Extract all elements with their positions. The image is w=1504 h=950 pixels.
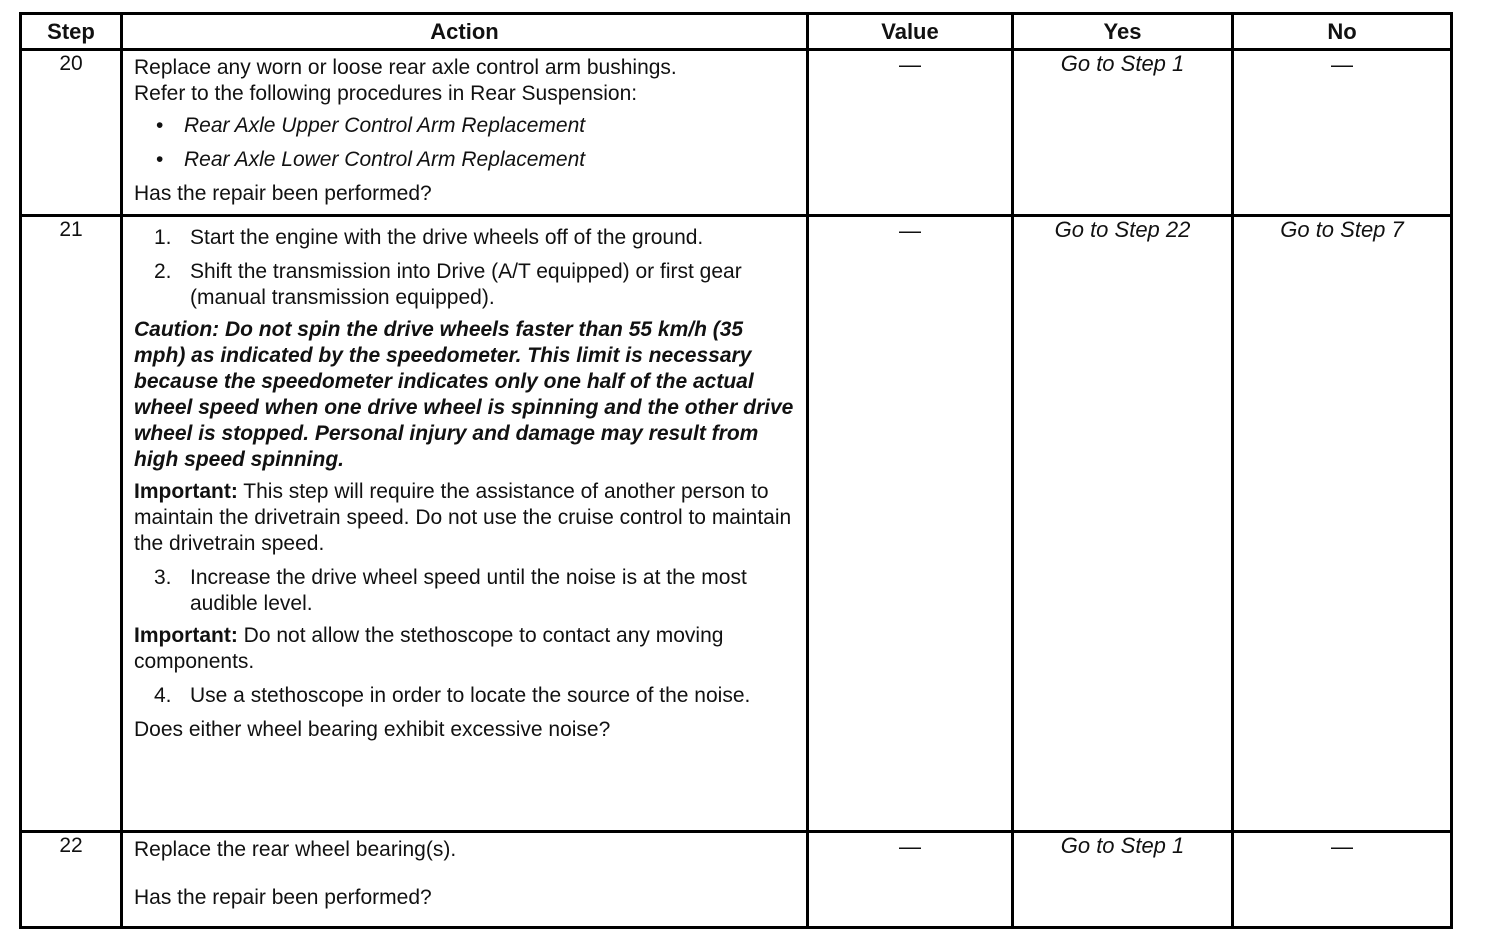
procedure-reference: [156, 147, 798, 173]
yes-cell: Go to Step 1: [1013, 832, 1233, 928]
step-number: 20: [21, 50, 122, 216]
step-index: 4.: [154, 684, 172, 707]
procedure-reference-text: Rear Axle Upper Control Arm Replacement: [184, 114, 586, 137]
procedure-reference-text: Rear Axle Lower Control Arm Replacement: [184, 148, 586, 171]
step-index: 3.: [154, 566, 172, 589]
value-cell: —: [808, 50, 1013, 216]
numbered-step-text: Shift the transmission into Drive (A/T equipped) or first gear (manual transmission equipped).: [190, 260, 742, 309]
important-note: [134, 623, 798, 675]
important-text: Do not allow the stethoscope to contact any moving components.: [134, 624, 724, 673]
action-text: Replace the rear wheel bearing(s).: [134, 838, 457, 861]
no-cell: —: [1233, 832, 1452, 928]
step-index: 1.: [154, 226, 172, 249]
important-label: Important:: [134, 480, 238, 503]
numbered-step-text: Increase the drive wheel speed until the noise is at the most audible level.: [190, 566, 747, 615]
important-text: This step will require the assistance of another person to maintain the drivetrain speed. Do not use the cruise control to maintain the drivetrain speed.: [134, 480, 792, 555]
action-question: Has the repair been performed?: [134, 182, 432, 205]
numbered-step: [154, 565, 798, 617]
action-cell: [122, 216, 808, 832]
action-cell: [122, 832, 808, 928]
header-row: [21, 14, 1452, 50]
caution-text: Caution: Do not spin the drive wheels faster than 55 km/h (35 mph) as indicated by the speedometer. This limit is necessary because the speedometer indicates only one half of the actual wheel speed when one drive wheel is spinning and the other drive wheel is stopped. Personal injury and damage may result from high speed spinning.: [134, 318, 794, 471]
action-text: Refer to the following procedures in Rear Suspension:: [134, 82, 638, 105]
action-text: Replace any worn or loose rear axle control arm bushings.: [134, 56, 677, 79]
table-row: [21, 50, 1452, 216]
numbered-step: [154, 683, 798, 709]
procedure-reference: [156, 113, 798, 139]
numbered-step-text: Use a stethoscope in order to locate the source of the noise.: [190, 684, 751, 707]
action-cell: [122, 50, 808, 216]
step-number: 21: [21, 216, 122, 832]
header-step: Step: [21, 14, 122, 50]
step-number: 22: [21, 832, 122, 928]
value-cell: —: [808, 832, 1013, 928]
spacer: [134, 863, 798, 885]
table-row: [21, 216, 1452, 832]
yes-cell: Go to Step 1: [1013, 50, 1233, 216]
important-label: Important:: [134, 624, 238, 647]
bullet-icon: •: [156, 148, 164, 171]
numbered-step-text: Start the engine with the drive wheels off of the ground.: [190, 226, 704, 249]
header-no: No: [1233, 14, 1452, 50]
numbered-step: [154, 225, 798, 251]
action-question: Has the repair been performed?: [134, 886, 432, 909]
header-action: Action: [122, 14, 808, 50]
yes-cell: Go to Step 22: [1013, 216, 1233, 832]
header-yes: Yes: [1013, 14, 1233, 50]
numbered-step: [154, 259, 798, 311]
header-value: Value: [808, 14, 1013, 50]
action-question: Does either wheel bearing exhibit excessive noise?: [134, 718, 611, 741]
bullet-icon: •: [156, 114, 164, 137]
no-cell: —: [1233, 50, 1452, 216]
no-cell: Go to Step 7: [1233, 216, 1452, 832]
table-row: [21, 832, 1452, 928]
step-index: 2.: [154, 260, 172, 283]
diagnostic-table: [19, 12, 1453, 929]
value-cell: —: [808, 216, 1013, 832]
important-note: [134, 479, 798, 557]
